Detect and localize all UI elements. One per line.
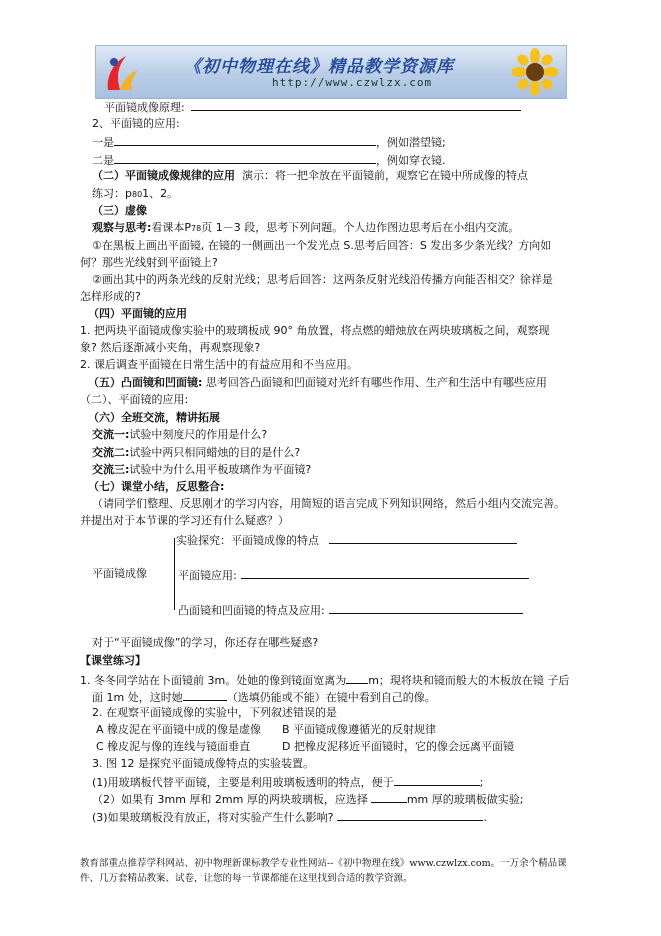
network-branch-3: 凸面镜和凹面镜的特点及应用: — [178, 602, 523, 618]
practice-q3-3: (3)如果玻璃板没有放正，将对实验产生什么影响? . — [92, 811, 487, 824]
practice-q1: 1. 冬冬同学站在卜面镜前 3m。处她的像到镜面宽离为 m；現将块和镜而般大的木板放在镜 子后 — [80, 674, 570, 687]
line-application-two: 二是 ，例如穿衣镜. — [92, 154, 446, 167]
line-summary-instr-cont: 并提出对于本节课的学习还有什么疑惑？） — [80, 514, 289, 527]
line-exchange-1: 交流一:试验中刻度尺的作用是什么? — [92, 428, 268, 441]
banner-title: 《初中物理在线》精品教学资源库 — [184, 57, 454, 77]
practice-q3-2: （2）如果有 3mm 厚和 2mm 厚的两块玻璃板，应选择 mm 厚的玻璃板做实验; — [92, 793, 524, 806]
line-doubts: 对于“平面镜成像”的学习，你还存在哪些疑惑? — [92, 636, 319, 649]
line-exercise: 练习：p801、2。 — [92, 187, 179, 200]
line-mirror-principle: 平面镜成像原理: — [104, 99, 521, 115]
line-application-one: 一是 ，例如潜望镜; — [92, 136, 446, 149]
line-section-2: （二）平面镜成像规律的应用 演示：将一把伞放在平面镜前，观察它在镜中所成像的特点 — [92, 169, 528, 182]
line-section-5: （五）凸面镜和凹面镜: 思考回答凸面镜和凹面镜对光纤有哪些作用、生产和生活中有哪些应用 — [88, 376, 547, 389]
line-q1: ①在黑板上画出平面镜, 在镜的一侧画出一个发光点 S.思考后回答：S 发出多少条光线？方向如 — [92, 239, 552, 252]
line-app-1-cont: 象? 然后逐渐减小夹角，再观察现象? — [80, 341, 261, 354]
practice-q2-option-a: A 橡皮泥在平面镜中成的像是虚像 — [96, 723, 262, 736]
banner-url[interactable]: http://www.czwlzx.com — [272, 76, 433, 89]
line-app-2: 2. 课后调查平面镜在日常生活中的有益应用和不当应用。 — [80, 358, 358, 371]
network-branch-1: 实验探究：平面镜成像的特点 — [176, 532, 517, 548]
line-section-7: （七）课堂小结，反思整合: — [88, 480, 225, 493]
line-section-4: （四）平面镜的应用 — [88, 307, 187, 320]
sunflower-icon — [512, 48, 558, 96]
practice-q2-option-b: B 平面镜成像遵循光的反射规律 — [282, 723, 437, 736]
line-exchange-2: 交流二:试验中两只相同蜡烛的目的是什么? — [92, 446, 301, 459]
header-banner — [95, 45, 567, 99]
practice-q2-option-d: D 把橡皮泥移近平面镜时，它的像会远离平面镜 — [282, 740, 514, 753]
network-branch-2: 平面镜应用: — [178, 567, 529, 583]
line-exchange-3: 交流三:试验中为什么用平板玻璃作为平面镜? — [92, 463, 312, 476]
line-observe: 观察与思考:看课本P78页 1－3 段，思考下列问题。个人边作图边思考后在小组内交流。 — [92, 221, 520, 234]
practice-q2-option-c: C 橡皮泥与像的连线与镜面垂直 — [96, 740, 251, 753]
practice-heading: 【课堂练习】 — [80, 654, 146, 667]
line-section-5-sub: （二）、平面镜的应用: — [80, 393, 189, 406]
network-brace — [174, 538, 175, 610]
line-q2-cont: 怎样形成的? — [80, 290, 141, 303]
line-app-1: 1. 把两块平面镜成像实验中的玻璃板成 90° 角放置，将点燃的蜡烛放在两块玻璃板之间，观察现 — [80, 324, 550, 337]
line-q1-cont: 何？那些光线射到平面镜上? — [80, 256, 218, 269]
line-mirror-application: 2、平面镜的应用: — [92, 117, 180, 130]
line-q2: ②画出其中的两条光线的反射光线；思考后回答：这两条反射光线沿传播方向能否相交？徐祥是 — [92, 273, 553, 286]
footer-line-2: 件、几万套精品教案、试卷，让您的每一节课都能在这里找到合适的教学资源。 — [80, 873, 413, 884]
practice-q3: 3. 图 12 是探究平面镜成像特点的实验装置。 — [92, 757, 314, 770]
footer-line-1: 教育部重点推荐学科网站、初中物理新课标教学专业性网站--《初中物理在线》www.czwlzx.com。一万余个精品课 — [80, 858, 567, 869]
network-root: 平面镜成像 — [92, 567, 147, 580]
line-section-3: （三）虚像 — [92, 204, 147, 217]
practice-q3-1: (1)用玻璃板代替平面镜，主要是利用玻璃板透明的特点，便于 ; — [92, 776, 484, 789]
practice-q1-cont: 面 1m 处，这时她 （选填仍能或不能）在镜中看到自己的像。 — [92, 691, 436, 704]
practice-q2: 2. 在观察平面镜成像的实验中，下列叙述错误的是 — [92, 706, 337, 719]
site-logo-icon — [102, 50, 142, 94]
line-summary-instr: （请同学们整理、反思刚才的学习内容，用简短的语言完成下列知识网络，然后小组内交流完善。 — [92, 497, 565, 510]
line-section-6: （六）全班交流，精讲拓展 — [88, 411, 220, 424]
